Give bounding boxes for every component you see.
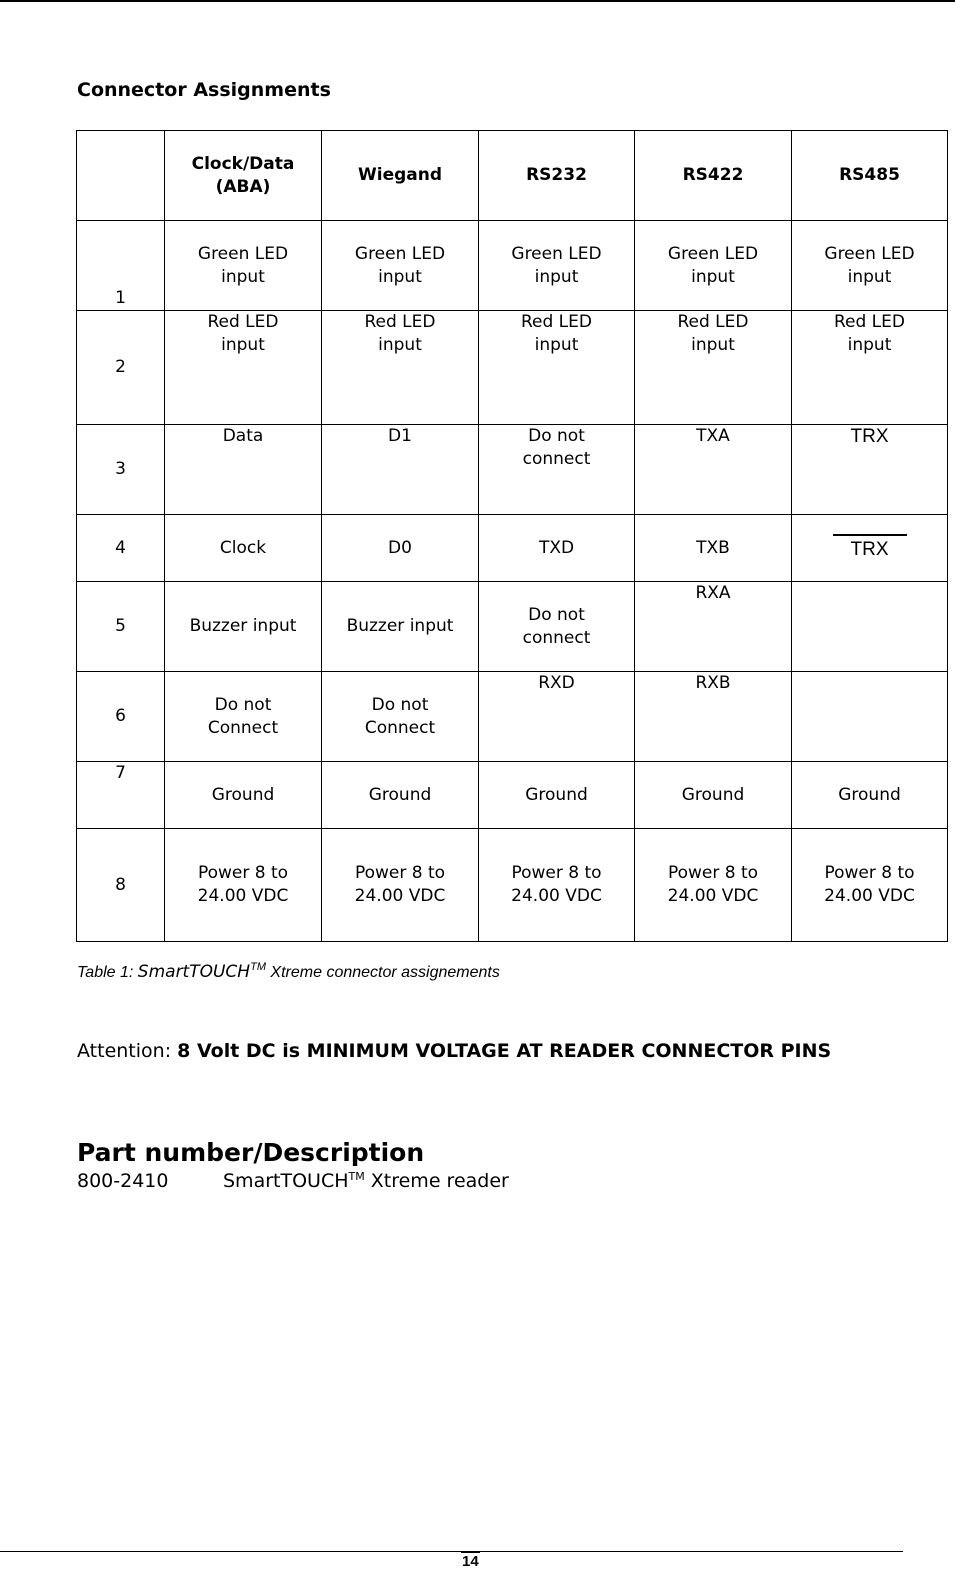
cell-text: Red LED input — [833, 312, 905, 355]
pin-cell: 4 — [77, 515, 165, 582]
table-row — [77, 311, 948, 425]
header-label: Clock/Data (ABA) — [191, 153, 295, 197]
table-cell — [165, 829, 322, 942]
table-cell — [479, 829, 635, 942]
table-cell — [322, 582, 479, 672]
cell-text: Red LED input — [207, 312, 279, 355]
table-cell: D0 — [322, 515, 479, 582]
part-description: Xtreme reader — [364, 1170, 509, 1192]
table-cell — [792, 515, 948, 582]
section-heading: Connector Assignments — [77, 79, 331, 101]
cell-text: Red LED input — [677, 312, 749, 355]
table-cell: Ground — [635, 762, 792, 829]
table-cell — [479, 311, 635, 425]
table-cell — [792, 672, 948, 762]
table-cell — [479, 221, 635, 311]
table-cell — [792, 582, 948, 672]
cell-text: Do not connect — [522, 604, 591, 648]
table-cell — [322, 311, 479, 425]
cell-text: Power 8 to 24.00 VDC — [511, 863, 602, 906]
cell-text: Buzzer input — [189, 616, 297, 636]
bottom-rule — [0, 1551, 903, 1552]
header-cell-rs485: RS485 — [792, 131, 948, 221]
table-cell: TXA — [635, 425, 792, 515]
pin-cell: 6 — [77, 672, 165, 762]
table-cell — [479, 425, 635, 515]
header-row — [77, 131, 948, 221]
pin-cell: 5 — [77, 582, 165, 672]
pin-cell: 8 — [77, 829, 165, 942]
table-cell — [792, 829, 948, 942]
table-cell — [635, 829, 792, 942]
table-cell — [792, 425, 948, 515]
table-cell — [479, 582, 635, 672]
cell-text: Green LED input — [354, 243, 446, 287]
cell-text: Green LED input — [824, 243, 915, 287]
table-cell — [165, 311, 322, 425]
table-cell: RXA — [635, 582, 792, 672]
cell-text: Do not Connect — [207, 694, 279, 738]
table-cell — [322, 221, 479, 311]
table-row — [77, 582, 948, 672]
table-cell — [322, 672, 479, 762]
table-row — [77, 762, 948, 829]
cell-text: Power 8 to 24.00 VDC — [824, 863, 915, 906]
top-rule — [0, 0, 955, 2]
pin-cell: 1 — [77, 221, 165, 311]
cell-text: Power 8 to 24.00 VDC — [354, 863, 446, 906]
pin-cell: 7 — [77, 762, 165, 829]
table-cell: RXD — [479, 672, 635, 762]
header-cell-empty — [77, 131, 165, 221]
table-cell: Ground — [479, 762, 635, 829]
table-cell — [165, 672, 322, 762]
cell-text: Do not connect — [522, 426, 591, 469]
table-cell: Ground — [165, 762, 322, 829]
trx-label: TRX — [850, 426, 889, 447]
table-cell: TXB — [635, 515, 792, 582]
table-cell — [635, 311, 792, 425]
caption-suffix: Xtreme connector assignements — [265, 964, 500, 981]
table-row — [77, 829, 948, 942]
table-cell: Ground — [322, 762, 479, 829]
caption-prefix: Table 1: — [77, 964, 138, 981]
caption-trademark: TM — [250, 961, 266, 973]
table-row — [77, 221, 948, 311]
part-row — [77, 1170, 509, 1192]
table-cell: Ground — [792, 762, 948, 829]
cell-text: Do not Connect — [364, 694, 436, 738]
part-brand: SmartTOUCH — [223, 1170, 349, 1192]
table-row — [77, 515, 948, 582]
part-heading: Part number/Description — [77, 1138, 425, 1167]
pin-cell: 3 — [77, 425, 165, 515]
cell-text: Green LED input — [197, 243, 289, 287]
table-cell — [165, 221, 322, 311]
table-cell: D1 — [322, 425, 479, 515]
page-number: 14 — [462, 1553, 479, 1570]
table-cell: TXD — [479, 515, 635, 582]
header-cell-wiegand: Wiegand — [322, 131, 479, 221]
table-caption — [77, 962, 500, 982]
connector-table — [76, 130, 948, 942]
cell-text: Power 8 to 24.00 VDC — [197, 863, 289, 906]
cell-text: Green LED input — [667, 243, 759, 287]
part-number: 800-2410 — [77, 1170, 169, 1192]
table-cell — [322, 829, 479, 942]
header-cell-clock-data — [165, 131, 322, 221]
header-cell-rs422: RS422 — [635, 131, 792, 221]
pin-cell: 2 — [77, 311, 165, 425]
trx-inverted-label: TRX — [833, 534, 907, 561]
caption-brand: SmartTOUCH — [137, 962, 251, 982]
cell-text: Power 8 to 24.00 VDC — [667, 863, 759, 906]
attention-message: 8 Volt DC is MINIMUM VOLTAGE AT READER CONNECTOR PINS — [177, 1040, 832, 1062]
header-cell-rs232: RS232 — [479, 131, 635, 221]
attention-note — [77, 1040, 831, 1062]
table-row — [77, 425, 948, 515]
cell-text: Red LED input — [520, 312, 592, 355]
table-cell: RXB — [635, 672, 792, 762]
cell-text: Red LED input — [364, 312, 436, 355]
attention-label: Attention: — [77, 1040, 178, 1062]
cell-text: Buzzer input — [346, 616, 454, 636]
table-row — [77, 672, 948, 762]
table-cell — [792, 311, 948, 425]
cell-text: Green LED input — [511, 243, 602, 287]
table-cell — [635, 221, 792, 311]
table-cell: Clock — [165, 515, 322, 582]
part-trademark: TM — [348, 1170, 365, 1183]
table-cell — [165, 582, 322, 672]
table-cell — [792, 221, 948, 311]
table-cell: Data — [165, 425, 322, 515]
